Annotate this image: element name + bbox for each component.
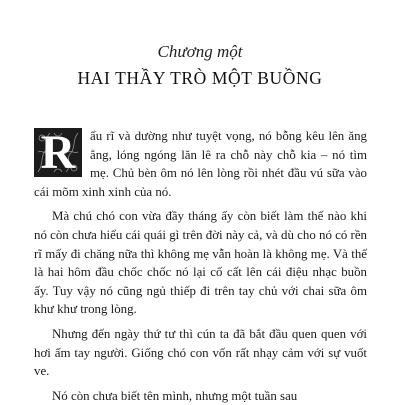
first-paragraph (34, 127, 367, 201)
paragraph: Mà chú chó con vừa đầy tháng ấy còn biết làm thế nào khi nó còn chưa hiểu cái quái gì trên đời này cả, và dù cho nó có rền rĩ mấy đi chăng nữa thì không mẹ vẫn hoàn là không mẹ. Và thế là hai hôm đầu chốc chốc nó lại cố cất lên cái điệu nhạc buồn ấy. Tuy vậy nó cũng ngủ thiếp đi trên tay chủ với chai sữa ôm khư khư trong lòng. (34, 209, 367, 317)
chapter-body (34, 127, 367, 405)
chapter-label: Chương một (157, 42, 243, 61)
paragraph-text: ẩu rĩ và dường như tuyệt vọng, nó bỗng kêu lên ăng ẳng, lóng ngóng lăn lê ra chỗ này chỗ kia – nó tìm mẹ. Chủ bèn ôm nó lên lòng rồi nhét đầu vú sữa vào cái mõm xinh xinh của nó. (34, 129, 367, 199)
drop-cap-letter: R (40, 128, 76, 177)
paragraph: Nhưng đến ngày thứ tư thì cún ta đã bắt đầu quen quen với hơi ấm tay người. Giống chó con vốn rất nhạy cảm với sự vuốt ve. (34, 326, 367, 379)
paragraph: Nó còn chưa biết tên mình, nhưng một tuần sau (52, 388, 298, 403)
drop-cap-ornament (34, 128, 82, 177)
chapter-title: HAI THẦY TRÒ MỘT BUỒNG (77, 68, 323, 88)
